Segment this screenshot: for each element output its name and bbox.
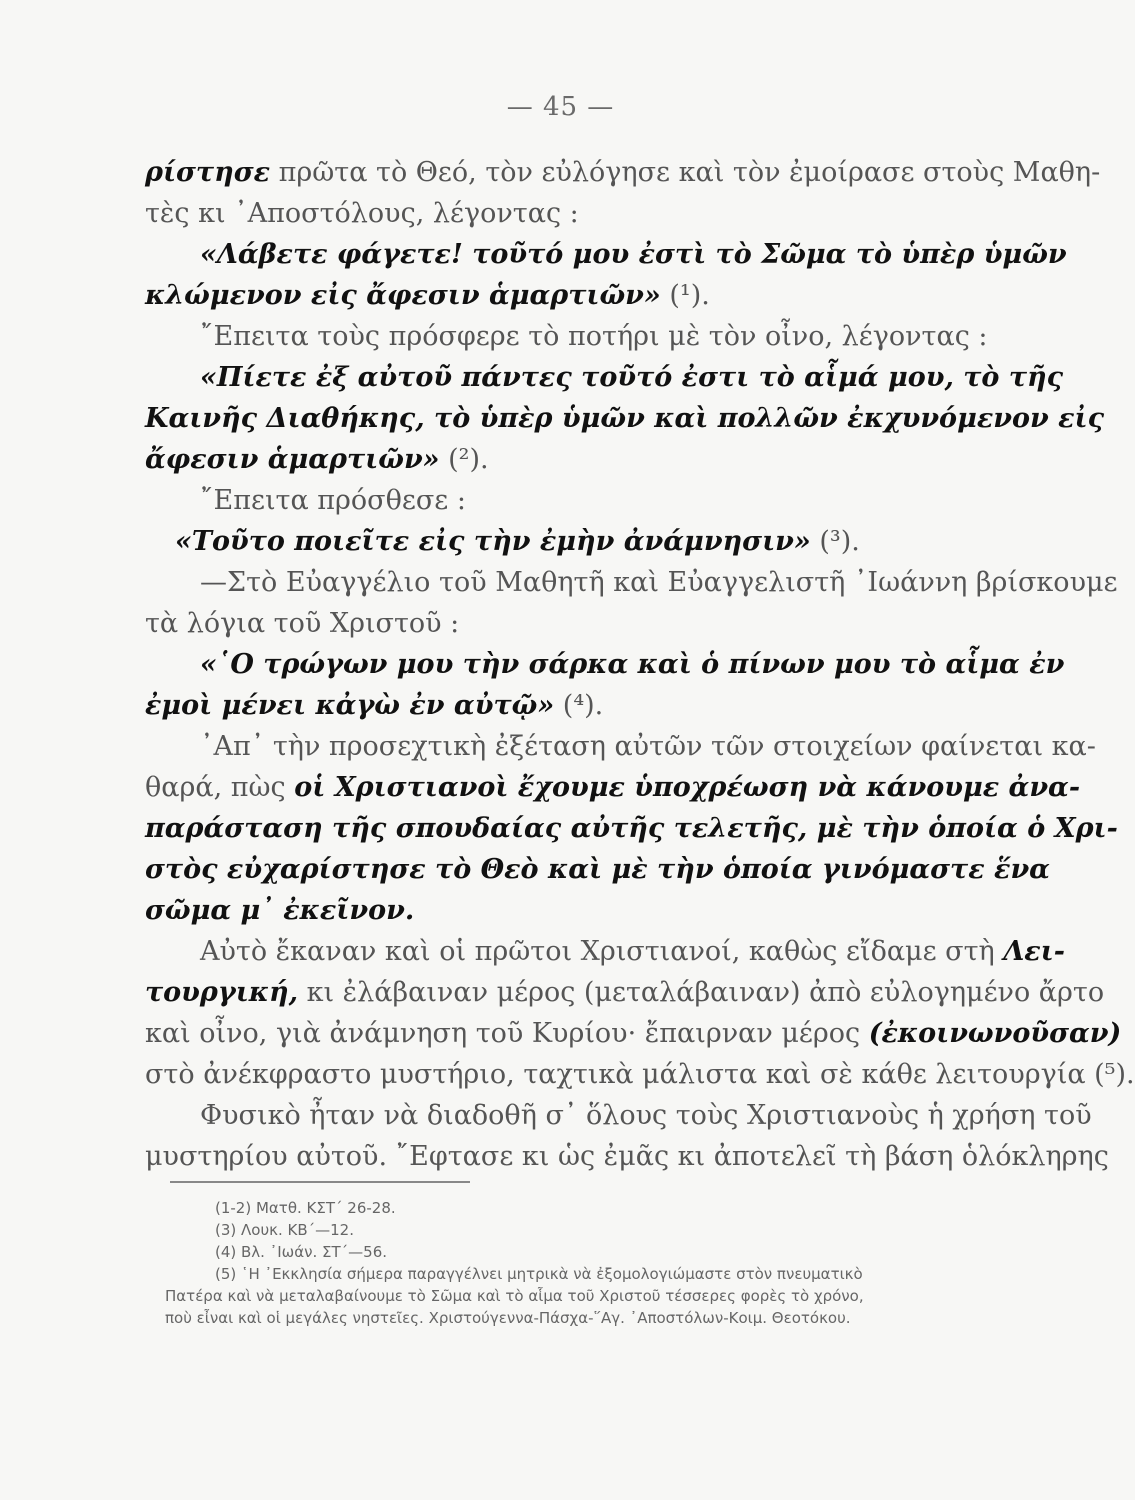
footnote: ποὺ εἶναι καὶ οἱ μεγάλες νηστεῖες. Χριστούγεννα-Πάσχα-῞Αγ. ᾿Αποστόλων-Κοιμ. Θεοτόκου. [165, 1309, 851, 1327]
text-line: «Λάβετε φάγετε! τοῦτό μου ἐστὶ τὸ Σῶμα τὸ ὑπὲρ ὑμῶν [200, 239, 1067, 270]
footnote: (3) Λουκ. ΚΒ΄—12. [215, 1221, 354, 1239]
text-line: μυστηρίου αὐτοῦ. ῎Εφτασε κι ὡς ἐμᾶς κι ἀποτελεῖ τὴ βάση ὁλόκληρης [145, 1141, 1109, 1172]
text-line: «῾Ο τρώγων μου τὴν σάρκα καὶ ὁ πίνων μου τὸ αἷμα ἐν [200, 649, 1065, 680]
text-line: ἐμοὶ μένει κἀγὼ ἐν αὐτῷ» (⁴). [145, 690, 604, 721]
text-line: κλώμενον εἰς ἄφεσιν ἁμαρτιῶν» (¹). [145, 280, 710, 311]
text-line: σῶμα μ᾿ ἐκεῖνον. [145, 895, 415, 926]
text-line: ἄφεσιν ἁμαρτιῶν» (²). [145, 444, 489, 475]
text-line: ρίστησε πρῶτα τὸ Θεό, τὸν εὐλόγησε καὶ τὸν ἐμοίρασε στοὺς Μαθη- [145, 157, 1101, 188]
text-line: θαρά, πὼς οἱ Χριστιανοὶ ἔχουμε ὑποχρέωση νὰ κάνουμε ἀνα- [145, 772, 1081, 803]
footnote: Πατέρα καὶ νὰ μεταλαβαίνουμε τὸ Σῶμα καὶ τὸ αἷμα τοῦ Χριστοῦ τέσσερες φορὲς τὸ χρόνο, [165, 1287, 864, 1305]
text-line: καὶ οἶνο, γιὰ ἀνάμνηση τοῦ Κυρίου· ἔπαιρναν μέρος (ἐκοινωνοῦσαν) [145, 1018, 1122, 1049]
page-number: — 45 — [506, 92, 615, 122]
footnote-divider [170, 1181, 470, 1183]
text-line: τὰ λόγια τοῦ Χριστοῦ : [145, 608, 460, 639]
text-line: ῎Επειτα τοὺς πρόσφερε τὸ ποτήρι μὲ τὸν οἶνο, λέγοντας : [200, 321, 988, 352]
text-line: τουργική, κι ἐλάβαιναν μέρος (μεταλάβαιναν) ἀπὸ εὐλογημένο ἄρτο [145, 977, 1105, 1008]
text-line: ᾿Απ᾿ τὴν προσεχτικὴ ἐξέταση αὐτῶν τῶν στοιχείων φαίνεται κα- [200, 731, 1096, 762]
footnotes [145, 1197, 1050, 1329]
footnote: (5) ῾Η ᾿Εκκλησία σήμερα παραγγέλνει μητρικὰ νὰ ἐξομολογιώμαστε στὸν πνευματικὸ [215, 1265, 863, 1283]
text-line: Καινῆς Διαθήκης, τὸ ὑπὲρ ὑμῶν καὶ πολλῶν ἐκχυνόμενον εἰς [145, 403, 1105, 434]
text-line: —Στὸ Εὐαγγέλιο τοῦ Μαθητῆ καὶ Εὐαγγελιστῆ ᾿Ιωάννη βρίσκουμε [200, 567, 1118, 598]
text-line: στὸ ἀνέκφραστο μυστήριο, ταχτικὰ μάλιστα καὶ σὲ κάθε λειτουργία (⁵). [145, 1059, 1135, 1090]
text-line: ῎Επειτα πρόσθεσε : [200, 485, 466, 516]
text-line: Αὐτὸ ἔκαναν καὶ οἱ πρῶτοι Χριστιανοί, καθὼς εἴδαμε στὴ Λει- [200, 936, 1065, 967]
footnote: (4) Βλ. ᾿Ιωάν. ΣΤ΄—56. [215, 1243, 388, 1261]
footnote: (1-2) Ματθ. ΚΣΤ΄ 26-28. [215, 1199, 396, 1217]
body-text [145, 152, 1135, 1177]
text-line: στὸς εὐχαρίστησε τὸ Θεὸ καὶ μὲ τὴν ὁποία γινόμαστε ἕνα [145, 854, 1050, 885]
text-line: παράσταση τῆς σπουδαίας αὐτῆς τελετῆς, μὲ τὴν ὁποία ὁ Χρι- [145, 813, 1118, 844]
text-line: τὲς κι ᾿Αποστόλους, λέγοντας : [145, 198, 579, 229]
text-line: «Τοῦτο ποιεῖτε εἰς τὴν ἐμὴν ἀνάμνησιν» (³). [175, 526, 860, 557]
text-line: «Πίετε ἐξ αὐτοῦ πάντες τοῦτό ἐστι τὸ αἷμά μου, τὸ τῆς [200, 362, 1064, 393]
text-line: Φυσικὸ ἦταν νὰ διαδοθῆ σ᾿ ὅλους τοὺς Χριστιανοὺς ἡ χρήση τοῦ [200, 1100, 1092, 1131]
